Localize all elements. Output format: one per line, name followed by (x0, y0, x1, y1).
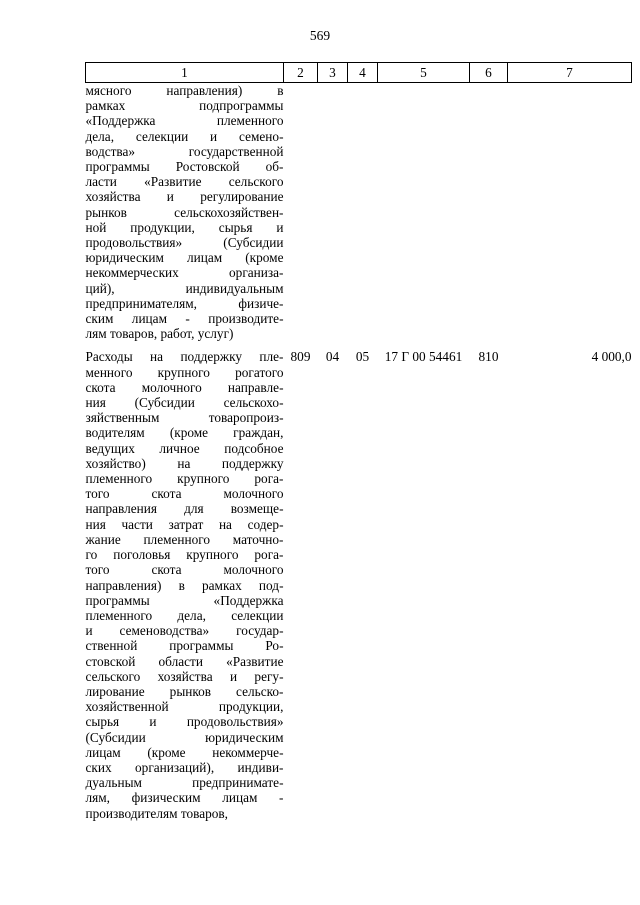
description-line: направления) в рамках под- (85, 577, 284, 593)
description-line: жание племенного маточно- (85, 531, 284, 547)
description-line: программы Ростовской об- (85, 159, 284, 175)
description-line: ласти «Развитие сельского (85, 174, 284, 190)
description-line: ственной программы Ро- (85, 638, 284, 654)
row-target-code: 17 Г 00 54461 (384, 349, 463, 365)
description-line: племенного дела, селекции (85, 607, 284, 623)
description-line: лям, физическим лицам - (85, 790, 284, 806)
page-number: 569 (309, 28, 331, 43)
row-expense-type-code: 810 (478, 349, 499, 365)
description-line: рамках подпрограммы (85, 98, 284, 114)
description-line: ной продукции, сырья и (85, 219, 284, 235)
description-line: некоммерческих организа- (85, 265, 284, 281)
description-line: производителям товаров, (85, 805, 229, 821)
description-line: го поголовья крупного рога- (85, 547, 284, 563)
description-line: лям товаров, работ, услуг) (85, 326, 234, 342)
column-header-3: 3 (318, 63, 348, 83)
description-line: продовольствия» (Субсидии (85, 235, 284, 251)
description-line: хозяйственной продукции, (85, 699, 284, 715)
description-line: юридическим лицам (кроме (85, 250, 284, 266)
description-line: ций), индивидуальным (85, 280, 284, 296)
table-row (86, 341, 632, 820)
column-header-6: 6 (470, 63, 508, 83)
row-subsection-code (348, 83, 378, 342)
description-line: того скота молочного (85, 562, 284, 578)
row-amount (508, 83, 632, 342)
description-line: (Субсидии юридическим (85, 729, 284, 745)
table-row (86, 83, 632, 342)
row-description (86, 341, 284, 820)
row-ministry-code: 809 (290, 349, 311, 365)
description-line: рынков сельскохозяйствен- (85, 204, 284, 220)
description-line: ведущих личное подсобное (85, 440, 284, 456)
description-line: Расходы на поддержку пле- (85, 349, 284, 365)
column-header-1: 1 (86, 63, 284, 83)
description-line: скота молочного направле- (85, 379, 284, 395)
description-line: ских организаций), индиви- (85, 759, 284, 775)
description-line: ния (Субсидии сельскохо- (85, 395, 284, 411)
description-line: дела, селекции и семено- (85, 128, 284, 144)
description-line: хозяйства и регулирование (85, 189, 284, 205)
row-expense-type-code (470, 83, 508, 342)
description-line: мясного направления) в (85, 83, 284, 98)
description-line: направления для возмеще- (85, 501, 284, 517)
row-description (86, 83, 284, 342)
table-header-row (86, 63, 632, 83)
description-line: сырья и продовольствия» (85, 714, 284, 730)
row-ministry-code (284, 83, 318, 342)
row-section-code: 04 (325, 349, 340, 365)
description-line: программы «Поддержка (85, 592, 284, 608)
description-line: ским лицам - производите- (85, 311, 284, 327)
description-line: и семеноводства» государ- (85, 623, 284, 639)
description-line: того скота молочного (85, 486, 284, 502)
row-target-code (378, 83, 470, 342)
description-line: племенного крупного рога- (85, 471, 284, 487)
column-header-2: 2 (284, 63, 318, 83)
row-subsection-code: 05 (355, 349, 370, 365)
column-header-5: 5 (378, 63, 470, 83)
column-header-4: 4 (348, 63, 378, 83)
description-line: лирование рынков сельско- (85, 683, 284, 699)
description-line: зяйственным товаропроиз- (85, 410, 284, 426)
description-line: лицам (кроме некоммерче- (85, 744, 284, 760)
budget-table (85, 62, 632, 821)
description-line: дуальным предпринимате- (85, 775, 284, 791)
description-line: ния части затрат на содер- (85, 516, 284, 532)
description-line: предпринимателям, физиче- (85, 295, 284, 311)
description-line: стовской области «Развитие (85, 653, 284, 669)
row-amount: 4 000,0 (591, 349, 632, 365)
row-section-code (318, 83, 348, 342)
description-line: водства» государственной (85, 143, 284, 159)
description-line: водителям (кроме граждан, (85, 425, 284, 441)
description-line: сельского хозяйства и регу- (85, 668, 284, 684)
description-line: хозяйство) на поддержку (85, 455, 284, 471)
description-line: «Поддержка племенного (85, 113, 284, 129)
description-line: менного крупного рогатого (85, 364, 284, 380)
column-header-7: 7 (508, 63, 632, 83)
